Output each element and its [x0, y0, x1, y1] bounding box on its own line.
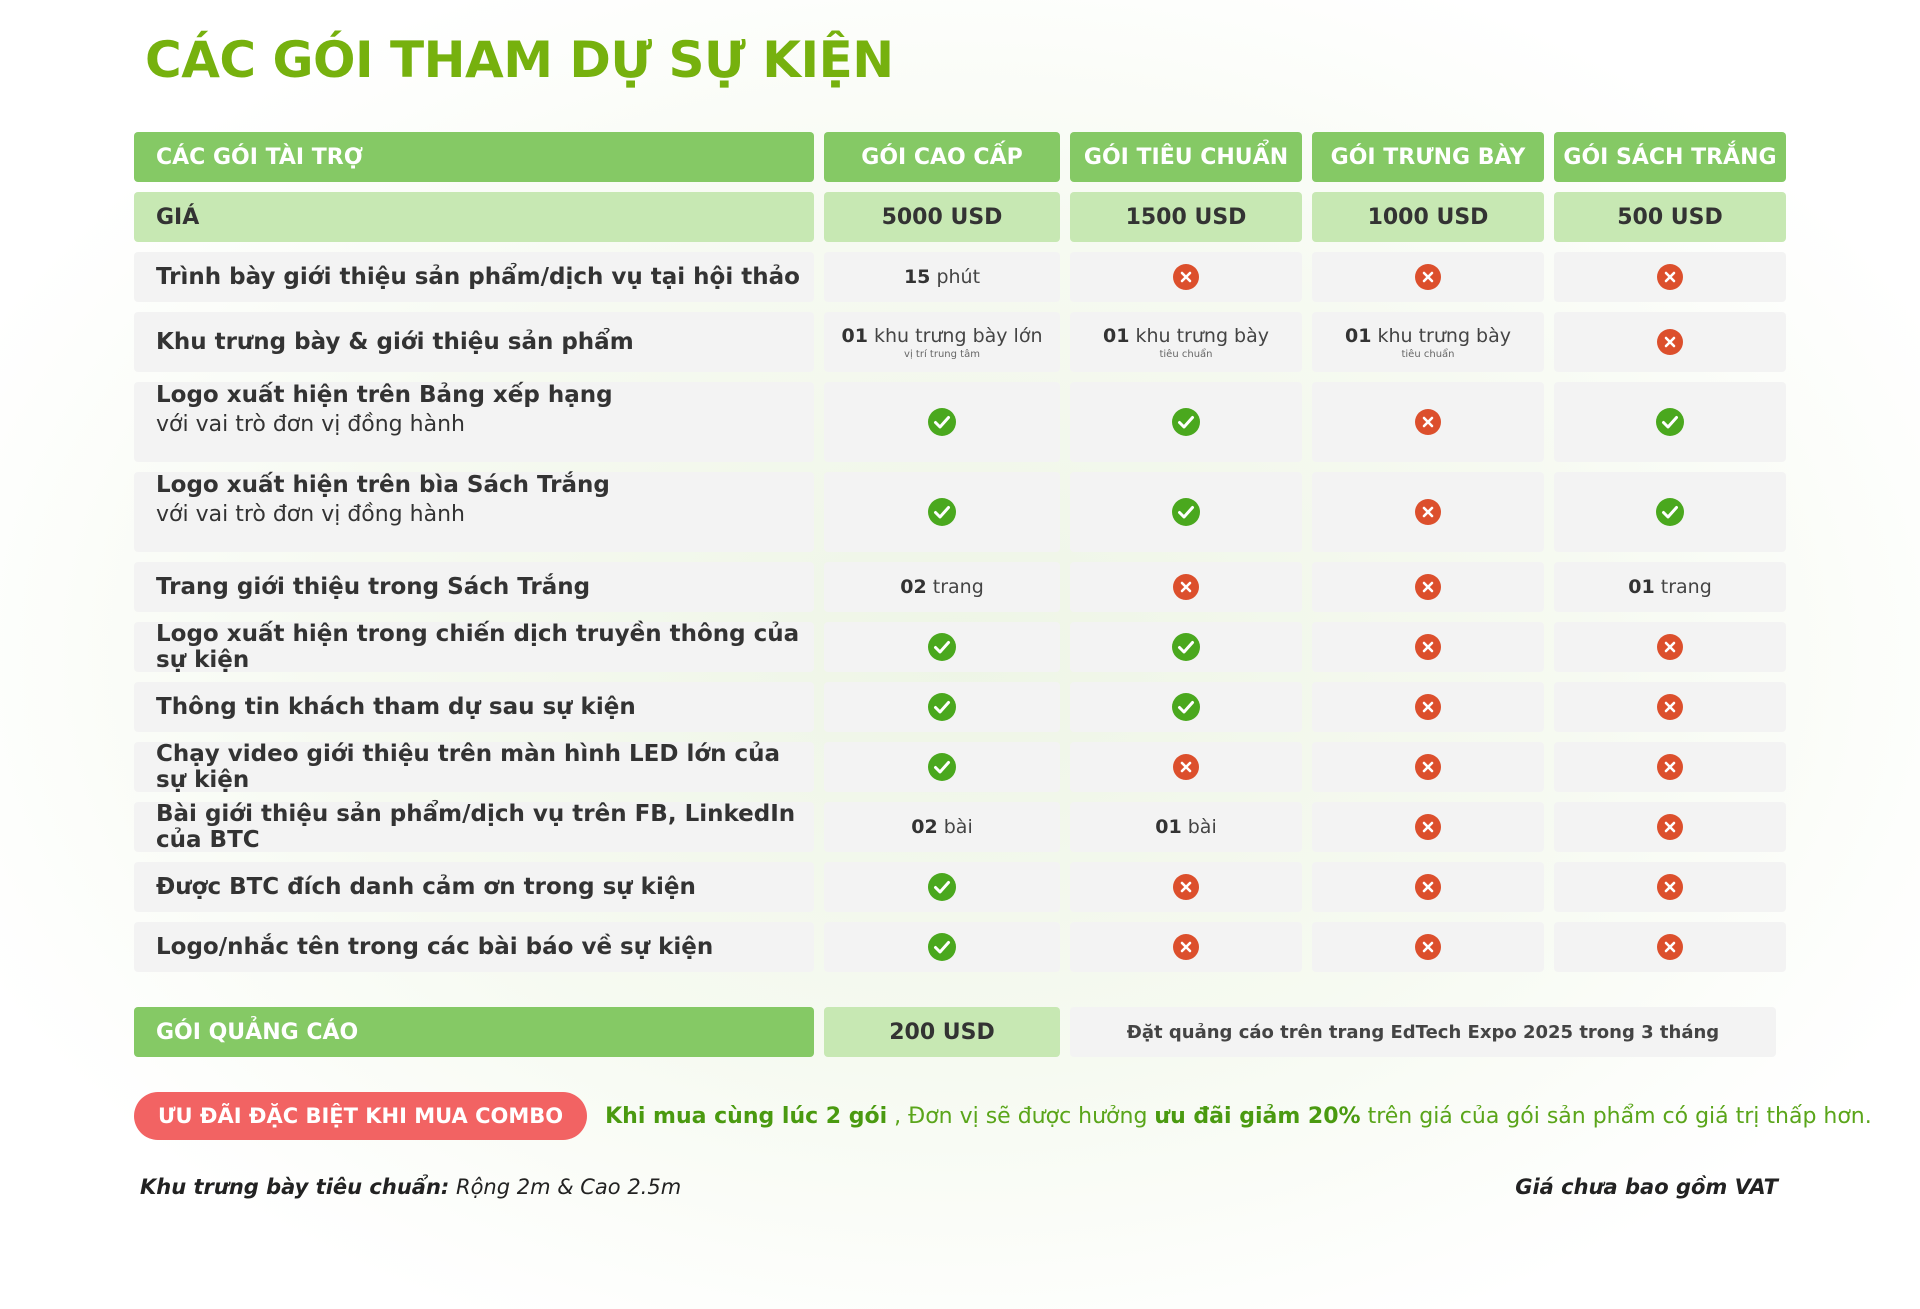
row-label-text: Được BTC đích danh cảm ơn trong sự kiện [156, 874, 696, 900]
check-icon [927, 752, 957, 782]
combo-badge: ƯU ĐÃI ĐẶC BIỆT KHI MUA COMBO [134, 1092, 587, 1140]
cell-standard [1070, 742, 1302, 792]
check-icon [1655, 497, 1685, 527]
cell-unit: bài [1181, 816, 1217, 838]
cell-premium [824, 562, 1060, 612]
row-label-sub: với vai trò đơn vị đồng hành [156, 502, 465, 527]
cross-icon [1414, 408, 1442, 436]
row-label [134, 562, 814, 612]
cell-whitepaper [1554, 382, 1786, 462]
cell-exhibit [1312, 922, 1544, 972]
footnote-booth-size [140, 1175, 681, 1199]
row-label-text: Logo xuất hiện trên Bảng xếp hạng [156, 382, 613, 408]
cell-premium [824, 312, 1060, 372]
cell-whitepaper [1554, 312, 1786, 372]
cell-whitepaper [1554, 472, 1786, 552]
row-label [134, 862, 814, 912]
row-label-text: Thông tin khách tham dự sau sự kiện [156, 694, 636, 720]
cell-note: tiêu chuẩn [1401, 348, 1455, 360]
cell-premium [824, 622, 1060, 672]
cell-whitepaper [1554, 622, 1786, 672]
check-icon [1171, 632, 1201, 662]
price-premium: 5000 USD [824, 192, 1060, 242]
cell-standard [1070, 862, 1302, 912]
cell-premium [824, 862, 1060, 912]
row-label-text: Trang giới thiệu trong Sách Trắng [156, 574, 591, 600]
cross-icon [1172, 873, 1200, 901]
header-label: CÁC GÓI TÀI TRỢ [134, 132, 814, 182]
combo-text-2: trên giá của gói sản phẩm có giá trị thấp hơn. [1360, 1103, 1872, 1129]
cell-standard [1070, 922, 1302, 972]
cross-icon [1414, 813, 1442, 841]
cell-whitepaper [1554, 802, 1786, 852]
row-label [134, 682, 814, 732]
cross-icon [1414, 873, 1442, 901]
cell-standard [1070, 562, 1302, 612]
cell-whitepaper [1554, 682, 1786, 732]
price-standard: 1500 USD [1070, 192, 1302, 242]
combo-text-1: , Đơn vị sẽ được hưởng [887, 1103, 1155, 1129]
cell-exhibit [1312, 682, 1544, 732]
cell-exhibit [1312, 802, 1544, 852]
cell-unit: phút [930, 266, 981, 288]
row-label-text: Chạy video giới thiệu trên màn hình LED lớn của sự kiện [156, 741, 781, 793]
cell-premium [824, 802, 1060, 852]
cell-premium [824, 382, 1060, 462]
cross-icon [1172, 573, 1200, 601]
cell-exhibit [1312, 622, 1544, 672]
cross-icon [1414, 573, 1442, 601]
cell-exhibit [1312, 252, 1544, 302]
header-package-premium: GÓI CAO CẤP [824, 132, 1060, 182]
header-package-whitepaper: GÓI SÁCH TRẮNG [1554, 132, 1786, 182]
cell-premium [824, 682, 1060, 732]
check-icon [927, 692, 957, 722]
check-icon [927, 632, 957, 662]
row-label [134, 472, 814, 552]
cell-premium [824, 742, 1060, 792]
cell-standard [1070, 472, 1302, 552]
combo-text [605, 1104, 1872, 1129]
check-icon [927, 497, 957, 527]
check-icon [1655, 407, 1685, 437]
cell-count: 01 [1155, 816, 1182, 838]
combo-offer [134, 1092, 1872, 1140]
cell-exhibit [1312, 382, 1544, 462]
row-label-text: Logo/nhắc tên trong các bài báo về sự kiện [156, 934, 714, 960]
cell-whitepaper [1554, 252, 1786, 302]
cross-icon [1656, 813, 1684, 841]
row-label [134, 382, 814, 462]
cell-count: 01 [841, 324, 868, 347]
cell-premium [824, 252, 1060, 302]
check-icon [927, 872, 957, 902]
row-label-text: Logo xuất hiện trên bìa Sách Trắng [156, 472, 610, 498]
cross-icon [1656, 873, 1684, 901]
check-icon [927, 407, 957, 437]
footnote-vat: Giá chưa bao gồm VAT [1515, 1175, 1778, 1199]
row-label [134, 622, 814, 672]
cell-count: 01 [1344, 324, 1372, 347]
cell-exhibit [1312, 742, 1544, 792]
cell-unit: trang [1654, 576, 1712, 598]
cross-icon [1414, 933, 1442, 961]
cell-count: 02 [911, 816, 938, 838]
cell-standard [1070, 622, 1302, 672]
cell-premium [824, 922, 1060, 972]
cross-icon [1656, 328, 1684, 356]
cell-unit: khu trưng bày [1129, 324, 1269, 347]
header-package-standard: GÓI TIÊU CHUẨN [1070, 132, 1302, 182]
cross-icon [1172, 753, 1200, 781]
combo-strong-2: ưu đãi giảm 20% [1154, 1103, 1361, 1129]
cell-standard [1070, 252, 1302, 302]
cell-unit: bài [937, 816, 973, 838]
check-icon [1171, 497, 1201, 527]
cross-icon [1172, 263, 1200, 291]
cell-standard [1070, 382, 1302, 462]
cell-whitepaper [1554, 742, 1786, 792]
cell-unit: khu trưng bày lớn [867, 324, 1043, 347]
cross-icon [1656, 933, 1684, 961]
cross-icon [1414, 263, 1442, 291]
cross-icon [1414, 498, 1442, 526]
cell-note: tiêu chuẩn [1159, 348, 1213, 360]
cross-icon [1656, 753, 1684, 781]
row-label-text: Khu trưng bày & giới thiệu sản phẩm [156, 329, 634, 355]
cell-standard [1070, 312, 1302, 372]
cell-count: 01 [1628, 576, 1655, 598]
page-title: CÁC GÓI THAM DỰ SỰ KIỆN [145, 31, 894, 89]
footnote-left-strong: Khu trưng bày tiêu chuẩn: [140, 1175, 450, 1199]
check-icon [1171, 692, 1201, 722]
cross-icon [1172, 933, 1200, 961]
ad-description: Đặt quảng cáo trên trang EdTech Expo 2025 trong 3 tháng [1070, 1007, 1776, 1057]
cross-icon [1414, 633, 1442, 661]
cell-exhibit [1312, 312, 1544, 372]
cell-standard [1070, 802, 1302, 852]
cross-icon [1656, 693, 1684, 721]
cell-standard [1070, 682, 1302, 732]
check-icon [927, 932, 957, 962]
cell-whitepaper [1554, 922, 1786, 972]
cross-icon [1414, 693, 1442, 721]
cell-premium [824, 472, 1060, 552]
ad-label: GÓI QUẢNG CÁO [134, 1007, 814, 1057]
cell-exhibit [1312, 472, 1544, 552]
cell-count: 15 [903, 266, 931, 288]
cross-icon [1414, 753, 1442, 781]
cross-icon [1656, 633, 1684, 661]
row-label [134, 802, 814, 852]
sponsorship-table [134, 132, 1786, 972]
row-label-sub: với vai trò đơn vị đồng hành [156, 412, 465, 437]
footnote-left-text: Rộng 2m & Cao 2.5m [449, 1175, 682, 1199]
cell-unit: trang [926, 576, 984, 598]
row-label [134, 252, 814, 302]
cell-count: 02 [900, 576, 927, 598]
cell-exhibit [1312, 862, 1544, 912]
cell-whitepaper [1554, 562, 1786, 612]
price-label: GIÁ [134, 192, 814, 242]
row-label-text: Logo xuất hiện trong chiến dịch truyền thông của sự kiện [156, 621, 800, 673]
cell-count: 01 [1102, 324, 1130, 347]
cell-note: vị trí trung tâm [904, 348, 980, 360]
ad-package-row [134, 1007, 1786, 1057]
cell-unit: khu trưng bày [1371, 324, 1511, 347]
combo-strong-1: Khi mua cùng lúc 2 gói [605, 1103, 888, 1129]
ad-price: 200 USD [824, 1007, 1060, 1057]
cross-icon [1656, 263, 1684, 291]
check-icon [1171, 407, 1201, 437]
row-label [134, 312, 814, 372]
header-package-exhibit: GÓI TRƯNG BÀY [1312, 132, 1544, 182]
row-label [134, 742, 814, 792]
price-whitepaper: 500 USD [1554, 192, 1786, 242]
price-exhibit: 1000 USD [1312, 192, 1544, 242]
row-label-text: Bài giới thiệu sản phẩm/dịch vụ trên FB, LinkedIn của BTC [156, 801, 796, 853]
cell-whitepaper [1554, 862, 1786, 912]
cell-exhibit [1312, 562, 1544, 612]
row-label-text: Trình bày giới thiệu sản phẩm/dịch vụ tại hội thảo [156, 264, 800, 290]
row-label [134, 922, 814, 972]
